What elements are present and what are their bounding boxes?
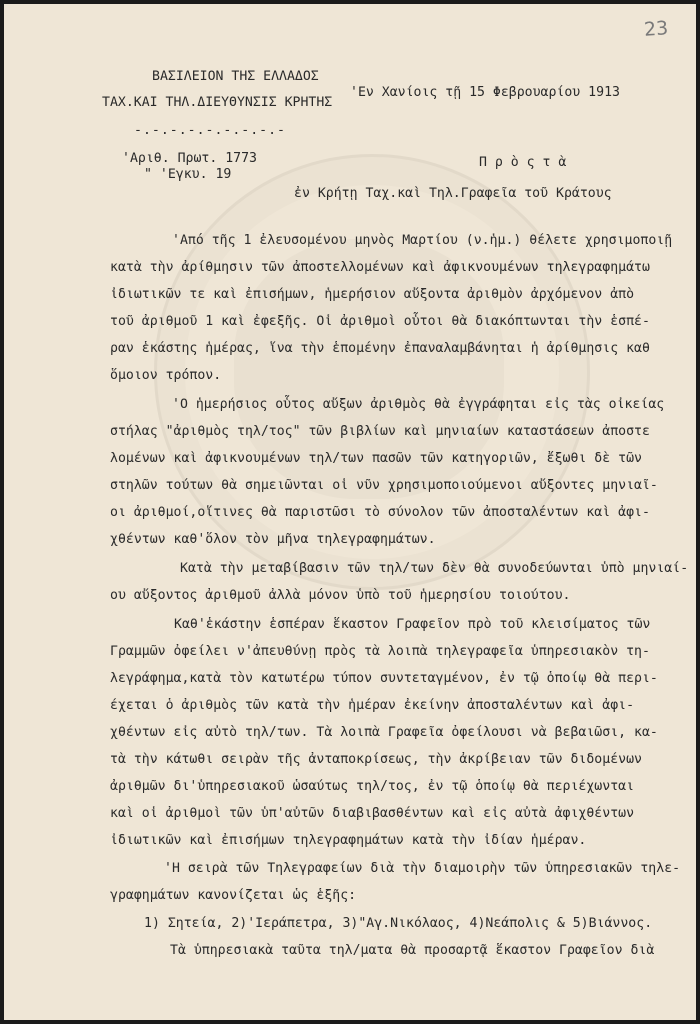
body-line: έχεται ὁ ἀριθμὸς τῶν κατὰ τὴν ἡμέραν ἐκείνην ἀποσταλέντων καὶ ἀφι- — [110, 698, 635, 713]
body-line: ἰδιωτικῶν καὶ ἐπισήμων τηλεγραφημάτων κατὰ τὴν ἰδίαν ἡμέραν. — [110, 833, 587, 848]
body-line: τοῦ ἀριθμοῦ 1 καὶ ἐφεξῆς. Οἱ ἀριθμοὶ οὗτοι θὰ διακόπτωνται τὴν ἑσπέ- — [110, 314, 650, 329]
body-line: 1) Σητεία, 2)'Ιεράπετρα, 3)"Αγ.Νικόλαος, 4)Νεάπολις & 5)Βιάννος. — [144, 916, 653, 931]
body-line: λεγράφημα,κατὰ τὸν κατωτέρω τύπον συντεταγμένον, ἐν τῷ ὁποίῳ θὰ περι- — [110, 671, 658, 686]
body-line: 'Η σειρὰ τῶν Τηλεγραφείων διὰ τὴν διαμοιρὴν τῶν ὑπηρεσιακῶν τηλε- — [164, 861, 681, 876]
body-line: Καθ'ἑκάστην ἑσπέραν ἕκαστον Γραφεῖον πρὸ τοῦ κλεισίματος τῶν — [174, 617, 651, 632]
body-line: ὅμοιον τρόπον. — [110, 368, 222, 383]
document-page — [4, 4, 696, 1020]
body-line: 'Από τῆς 1 ἐλευσομένου μηνὸς Μαρτίου (ν.ἡμ.) θέλετε χρησιμοποιῇ — [172, 233, 673, 248]
body-line: χθέντων καθ'ὅλον τὸν μῆνα τηλεγραφημάτων. — [110, 532, 436, 547]
body-line: λομένων καὶ ἀφικνουμένων τηλ/των πασῶν τῶν κατηγοριῶν, ἔξωθι δὲ τῶν — [110, 451, 642, 466]
header-directorate: ΤΑΧ.ΚΑΙ ΤΗΛ.ΔΙΕΥΘΥΝΣΙΣ ΚΡΗΤΗΣ — [102, 95, 333, 110]
protocol-number: 'Αριθ. Πρωτ. 1773 — [122, 151, 257, 166]
body-line: γραφημάτων κανονίζεται ὡς ἑξῆς: — [110, 888, 357, 903]
body-line: Τὰ ὑπηρεσιακὰ ταῦτα τηλ/ματα θὰ προσαρτᾷ ἕκαστον Γραφεῖον διὰ — [170, 943, 655, 958]
body-line: οι ἀριθμοί,οἵτινες θὰ παριστῶσι τὸ σύνολον τῶν ἀποσταλέντων καὶ ἀφι- — [110, 505, 650, 520]
body-line: στηλῶν τούτων θὰ σημειῶνται οἱ νῦν χρησιμοποιούμενοι αὔξοντες μηνιαῖ- — [110, 478, 658, 493]
body-line: ἀριθμῶν δι'ὑπηρεσιακοῦ ὡσαύτως τηλ/τος, ἐν τῷ ὁποίῳ θὰ περιέχωνται — [110, 779, 635, 794]
header-divider: -.-.-.-.-.-.-.-.- — [134, 123, 286, 138]
header-date: 'Εν Χανίοις τῇ 15 Φεβρουαρίου 1913 — [350, 85, 620, 100]
header-kingdom: ΒΑΣΙΛΕΙΟΝ ΤΗΣ ΕΛΛΑΔΟΣ — [152, 69, 319, 84]
circular-number: " 'Εγκυ. 19 — [144, 167, 232, 182]
body-line: 'Ο ἡμερήσιος οὗτος αὔξων ἀριθμὸς θὰ ἐγγράφηται εἰς τὰς οἰκείας — [172, 397, 665, 412]
recipient-line1: Π ρ ὸ ς τ ὰ — [479, 155, 567, 170]
body-line: Κατὰ τὴν μεταβίβασιν τῶν τηλ/των δὲν θὰ συνοδεύωνται ὑπὸ μηνιαί- — [180, 561, 689, 576]
body-line: χθέντων εἰς αὐτὸ τηλ/των. Τὰ λοιπὰ Γραφεῖα ὀφείλουσι νὰ βεβαιῶσι, κα- — [110, 725, 658, 740]
body-line: ου αὔξοντος ἀριθμοῦ ἀλλὰ μόνον ὑπὸ τοῦ ἡμερησίου τοιούτου. — [110, 588, 571, 603]
recipient-line2: ἐν Κρήτῃ Ταχ.καὶ Τηλ.Γραφεῖα τοῦ Κράτους — [294, 186, 612, 201]
body-line: Γραμμῶν ὀφείλει ν'ἀπευθύνῃ πρὸς τὰ λοιπὰ τηλεγραφεῖα ὑπηρεσιακὸν τη- — [110, 644, 650, 659]
page-number: 23 — [643, 17, 669, 41]
body-line: ραν ἑκάστης ἡμέρας, ἵνα τὴν ἑπομένην ἐπαναλαμβάνηται ἡ ἀρίθμησις καθ — [110, 341, 650, 356]
body-line: τὰ τὴν κάτωθι σειρὰν τῆς ἀνταποκρίσεως, τὴν ἀκρίβειαν τῶν διδομένων — [110, 752, 642, 767]
body-line: καὶ οἱ ἀριθμοὶ τῶν ὑπ'αὐτῶν διαβιβασθέντων καὶ εἰς αὐτὰ ἀφιχθέντων — [110, 806, 635, 821]
body-line: κατὰ τὴν ἀρίθμησιν τῶν ἀποστελλομένων καὶ ἀφικνουμένων τηλεγραφημάτω — [110, 260, 650, 275]
body-line: ἰδιωτικῶν τε καὶ ἐπισήμων, ἡμερήσιον αὔξοντα ἀριθμὸν ἀρχόμενον ἀπὸ — [110, 287, 635, 302]
body-line: στήλας "ἀριθμὸς τηλ/τος" τῶν βιβλίων καὶ μηνιαίων καταστάσεων ἀποστε — [110, 424, 650, 439]
